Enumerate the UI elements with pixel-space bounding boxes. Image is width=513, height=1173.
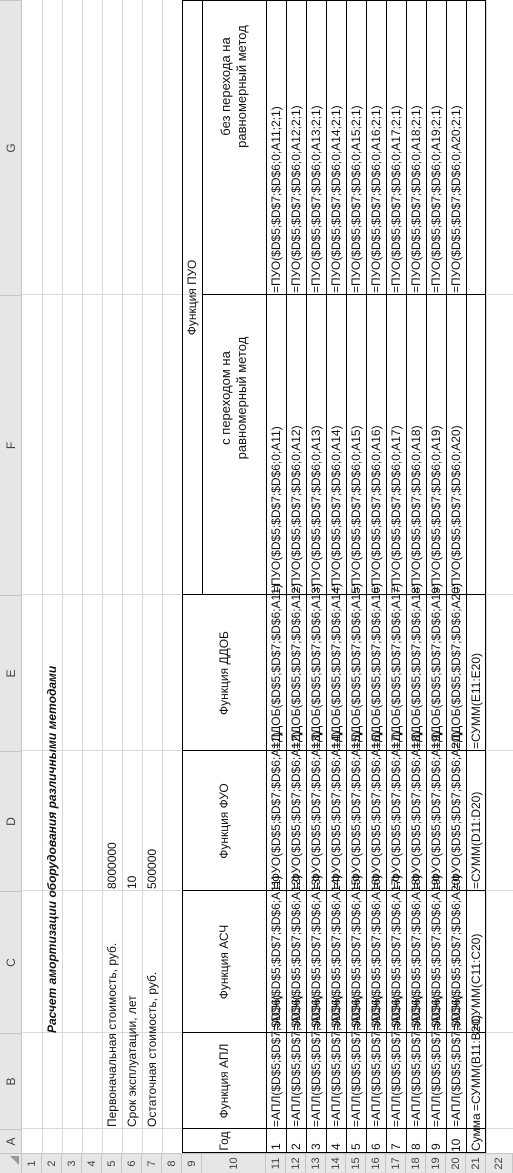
cell-year[interactable]: 7 — [389, 1143, 403, 1150]
cell-puo-with[interactable]: =ПУО($D$5;$D$7;$D$6;0;A20) — [449, 425, 463, 593]
cell-year[interactable]: 9 — [429, 1143, 443, 1150]
column-header-c[interactable]: C — [0, 891, 22, 1033]
cell-apl[interactable]: =АПЛ($D$5;$D$7;$D$6) — [349, 994, 363, 1127]
row-header-6[interactable]: 6 — [122, 1153, 142, 1173]
cell-puo-with[interactable]: =ПУО($D$5;$D$7;$D$6;0;A13) — [309, 425, 323, 593]
header-puo-with-switch[interactable]: с переходом на равномерный метод — [218, 336, 249, 460]
cell-fuo[interactable]: =ФУО($D$5;$D$7;$D$6;A15) — [349, 731, 363, 889]
cell-puo-without[interactable]: =ПУО($D$5;$D$7;$D$6;0;A18;2;1) — [409, 105, 423, 293]
cell-puo-without[interactable]: =ПУО($D$5;$D$7;$D$6;0;A13;2;1) — [309, 105, 323, 293]
column-header-d[interactable]: D — [0, 751, 22, 891]
sum-apl[interactable]: =СУММ(B11:B20) — [469, 1014, 483, 1111]
cell-puo-with[interactable]: =ПУО($D$5;$D$7;$D$6;0;A14) — [329, 425, 343, 593]
row-header-1[interactable]: 1 — [22, 1153, 42, 1173]
row-header-13[interactable]: 13 — [306, 1153, 326, 1173]
cell-apl[interactable]: =АПЛ($D$5;$D$7;$D$6) — [309, 994, 323, 1127]
header-fuo[interactable]: Функция ФУО — [217, 783, 231, 859]
select-all-corner[interactable] — [0, 1153, 22, 1173]
cell-puo-with[interactable]: =ПУО($D$5;$D$7;$D$6;0;A11) — [269, 426, 283, 593]
row-header-12[interactable]: 12 — [286, 1153, 306, 1173]
cell-asch[interactable]: =АСЧ($D$5;$D$7;$D$6;A17) — [389, 874, 403, 1031]
cell-apl[interactable]: =АПЛ($D$5;$D$7;$D$6) — [429, 994, 443, 1127]
sum-label[interactable]: Сумма — [469, 1113, 483, 1151]
column-header-b[interactable]: B — [0, 1033, 22, 1129]
cell-ddob[interactable]: =ДДОБ($D$5;$D$7;$D$6;A18) — [409, 583, 423, 749]
cell-ddob[interactable]: =ДДОБ($D$5;$D$7;$D$6;A20) — [449, 583, 463, 749]
cell-apl[interactable]: =АПЛ($D$5;$D$7;$D$6) — [409, 994, 423, 1127]
cell-asch[interactable]: =АСЧ($D$5;$D$7;$D$6;A19) — [429, 874, 443, 1031]
cell-puo-with[interactable]: =ПУО($D$5;$D$7;$D$6;0;A15) — [349, 425, 363, 593]
row-header-7[interactable]: 7 — [142, 1153, 162, 1173]
row-header-16[interactable]: 16 — [366, 1153, 386, 1173]
cell-year[interactable]: 6 — [369, 1143, 383, 1150]
header-apl[interactable]: Функция АПЛ — [217, 1043, 231, 1119]
cell-ddob[interactable]: =ДДОБ($D$5;$D$7;$D$6;A13) — [309, 583, 323, 749]
cell-apl[interactable]: =АПЛ($D$5;$D$7;$D$6) — [329, 994, 343, 1127]
cell-fuo[interactable]: =ФУО($D$5;$D$7;$D$6;A18) — [409, 731, 423, 889]
row-header-9[interactable]: 9 — [182, 1153, 202, 1173]
cell-fuo[interactable]: =ФУО($D$5;$D$7;$D$6;A20) — [449, 731, 463, 889]
row-header-19[interactable]: 19 — [426, 1153, 446, 1173]
cell-asch[interactable]: =АСЧ($D$5;$D$7;$D$6;A11) — [269, 875, 283, 1031]
cell-fuo[interactable]: =ФУО($D$5;$D$7;$D$6;A14) — [329, 731, 343, 889]
header-puo-without-switch[interactable]: без перехода на равномерный метод — [218, 25, 249, 148]
param-label-initial-cost[interactable]: Первоначальная стоимость, руб. — [105, 942, 119, 1127]
header-asch[interactable]: Функция АСЧ — [217, 924, 231, 1000]
header-puo[interactable]: Функция ПУО — [185, 259, 199, 336]
cell-puo-with[interactable]: =ПУО($D$5;$D$7;$D$6;0;A18) — [409, 425, 423, 593]
row-header-11[interactable]: 11 — [266, 1153, 286, 1173]
row-header-15[interactable]: 15 — [346, 1153, 366, 1173]
param-value-initial-cost[interactable]: 8000000 — [105, 842, 119, 889]
cell-fuo[interactable]: =ФУО($D$5;$D$7;$D$6;A19) — [429, 731, 443, 889]
cell-puo-without[interactable]: =ПУО($D$5;$D$7;$D$6;0;A19;2;1) — [429, 105, 443, 293]
cell-apl[interactable]: =АПЛ($D$5;$D$7;$D$6) — [269, 994, 283, 1127]
cell-apl[interactable]: =АПЛ($D$5;$D$7;$D$6) — [389, 994, 403, 1127]
param-label-service-life[interactable]: Срок эксплуатации, лет — [125, 995, 139, 1127]
cell-asch[interactable]: =АСЧ($D$5;$D$7;$D$6;A12) — [289, 874, 303, 1031]
cell-puo-without[interactable]: =ПУО($D$5;$D$7;$D$6;0;A15;2;1) — [349, 105, 363, 293]
cell-asch[interactable]: =АСЧ($D$5;$D$7;$D$6;A18) — [409, 874, 423, 1031]
cell-ddob[interactable]: =ДДОБ($D$5;$D$7;$D$6;A15) — [349, 583, 363, 749]
row-header-21[interactable]: 21 — [466, 1153, 486, 1173]
cell-fuo[interactable]: =ФУО($D$5;$D$7;$D$6;A13) — [309, 731, 323, 889]
cell-ddob[interactable]: =ДДОБ($D$5;$D$7;$D$6;A16) — [369, 583, 383, 749]
cell-year[interactable]: 10 — [449, 1138, 463, 1152]
cell-asch[interactable]: =АСЧ($D$5;$D$7;$D$6;A13) — [309, 874, 323, 1031]
row-header-2[interactable]: 2 — [42, 1153, 62, 1173]
param-value-residual-value[interactable]: 500000 — [145, 848, 159, 889]
cell-puo-without[interactable]: =ПУО($D$5;$D$7;$D$6;0;A14;2;1) — [329, 105, 343, 293]
sum-fuo[interactable]: =СУММ(D11:D20) — [469, 791, 483, 889]
cell-year[interactable]: 5 — [349, 1143, 363, 1150]
cell-puo-with[interactable]: =ПУО($D$5;$D$7;$D$6;0;A19) — [429, 425, 443, 593]
cell-puo-without[interactable]: =ПУО($D$5;$D$7;$D$6;0;A17;2;1) — [389, 105, 403, 293]
header-year[interactable]: Год — [217, 1131, 231, 1151]
param-value-service-life[interactable]: 10 — [125, 875, 139, 889]
row-header-18[interactable]: 18 — [406, 1153, 426, 1173]
column-header-f[interactable]: F — [0, 295, 22, 595]
param-label-residual-value[interactable]: Остаточная стоимость, руб. — [145, 971, 159, 1127]
cell-year[interactable]: 3 — [309, 1143, 323, 1150]
column-header-a[interactable]: A — [0, 1129, 22, 1153]
row-header-5[interactable]: 5 — [102, 1153, 122, 1173]
cell-puo-with[interactable]: =ПУО($D$5;$D$7;$D$6;0;A12) — [289, 425, 303, 593]
cell-year[interactable]: 2 — [289, 1143, 303, 1150]
cell-ddob[interactable]: =ДДОБ($D$5;$D$7;$D$6;A17) — [389, 583, 403, 749]
cell-puo-without[interactable]: =ПУО($D$5;$D$7;$D$6;0;A16;2;1) — [369, 105, 383, 293]
sheet-title[interactable]: Расчет амортизации оборудования различными методами — [45, 665, 59, 1033]
cell-puo-without[interactable]: =ПУО($D$5;$D$7;$D$6;0;A20;2;1) — [449, 105, 463, 293]
column-header-g[interactable]: G — [0, 0, 22, 295]
cell-puo-with[interactable]: =ПУО($D$5;$D$7;$D$6;0;A17) — [389, 425, 403, 593]
cell-ddob[interactable]: =ДДОБ($D$5;$D$7;$D$6;A19) — [429, 583, 443, 749]
select-all-triangle-icon — [10, 1156, 19, 1165]
cell-fuo[interactable]: =ФУО($D$5;$D$7;$D$6;A11) — [269, 732, 283, 889]
cell-ddob[interactable]: =ДДОБ($D$5;$D$7;$D$6;A11) — [269, 584, 283, 749]
cell-asch[interactable]: =АСЧ($D$5;$D$7;$D$6;A16) — [369, 874, 383, 1031]
row-header-17[interactable]: 17 — [386, 1153, 406, 1173]
sum-ddob[interactable]: =СУММ(E11:E20) — [469, 652, 483, 749]
row-header-8[interactable]: 8 — [162, 1153, 182, 1173]
cell-asch[interactable]: =АСЧ($D$5;$D$7;$D$6;A15) — [349, 874, 363, 1031]
row-header-10[interactable]: 10 — [202, 1153, 266, 1173]
cell-fuo[interactable]: =ФУО($D$5;$D$7;$D$6;A17) — [389, 731, 403, 889]
cell-year[interactable]: 4 — [329, 1143, 343, 1150]
column-header-e[interactable]: E — [0, 595, 22, 751]
cell-ddob[interactable]: =ДДОБ($D$5;$D$7;$D$6;A12) — [289, 583, 303, 749]
row-header-20[interactable]: 20 — [446, 1153, 466, 1173]
cell-puo-without[interactable]: =ПУО($D$5;$D$7;$D$6;0;A12;2;1) — [289, 105, 303, 293]
cell-puo-with[interactable]: =ПУО($D$5;$D$7;$D$6;0;A16) — [369, 425, 383, 593]
cell-fuo[interactable]: =ФУО($D$5;$D$7;$D$6;A12) — [289, 731, 303, 889]
cell-asch[interactable]: =АСЧ($D$5;$D$7;$D$6;A14) — [329, 874, 343, 1031]
cell-puo-without[interactable]: =ПУО($D$5;$D$7;$D$6;0;A11;2;1) — [269, 106, 283, 293]
cell-fuo[interactable]: =ФУО($D$5;$D$7;$D$6;A16) — [369, 731, 383, 889]
cell-year[interactable]: 1 — [269, 1143, 283, 1150]
row-header-22[interactable]: 22 — [486, 1153, 513, 1173]
cell-year[interactable]: 8 — [409, 1143, 423, 1150]
cell-apl[interactable]: =АПЛ($D$5;$D$7;$D$6) — [289, 994, 303, 1127]
cell-asch[interactable]: =АСЧ($D$5;$D$7;$D$6;A20) — [449, 874, 463, 1031]
row-header-3[interactable]: 3 — [62, 1153, 82, 1173]
row-header-14[interactable]: 14 — [326, 1153, 346, 1173]
row-header-4[interactable]: 4 — [82, 1153, 102, 1173]
header-ddob[interactable]: Функция ДДОБ — [217, 631, 231, 715]
cell-apl[interactable]: =АПЛ($D$5;$D$7;$D$6) — [369, 994, 383, 1127]
sum-asch[interactable]: =СУММ(C11:C20) — [469, 933, 483, 1031]
cell-ddob[interactable]: =ДДОБ($D$5;$D$7;$D$6;A14) — [329, 583, 343, 749]
cell-apl[interactable]: =АПЛ($D$5;$D$7;$D$6) — [449, 994, 463, 1127]
